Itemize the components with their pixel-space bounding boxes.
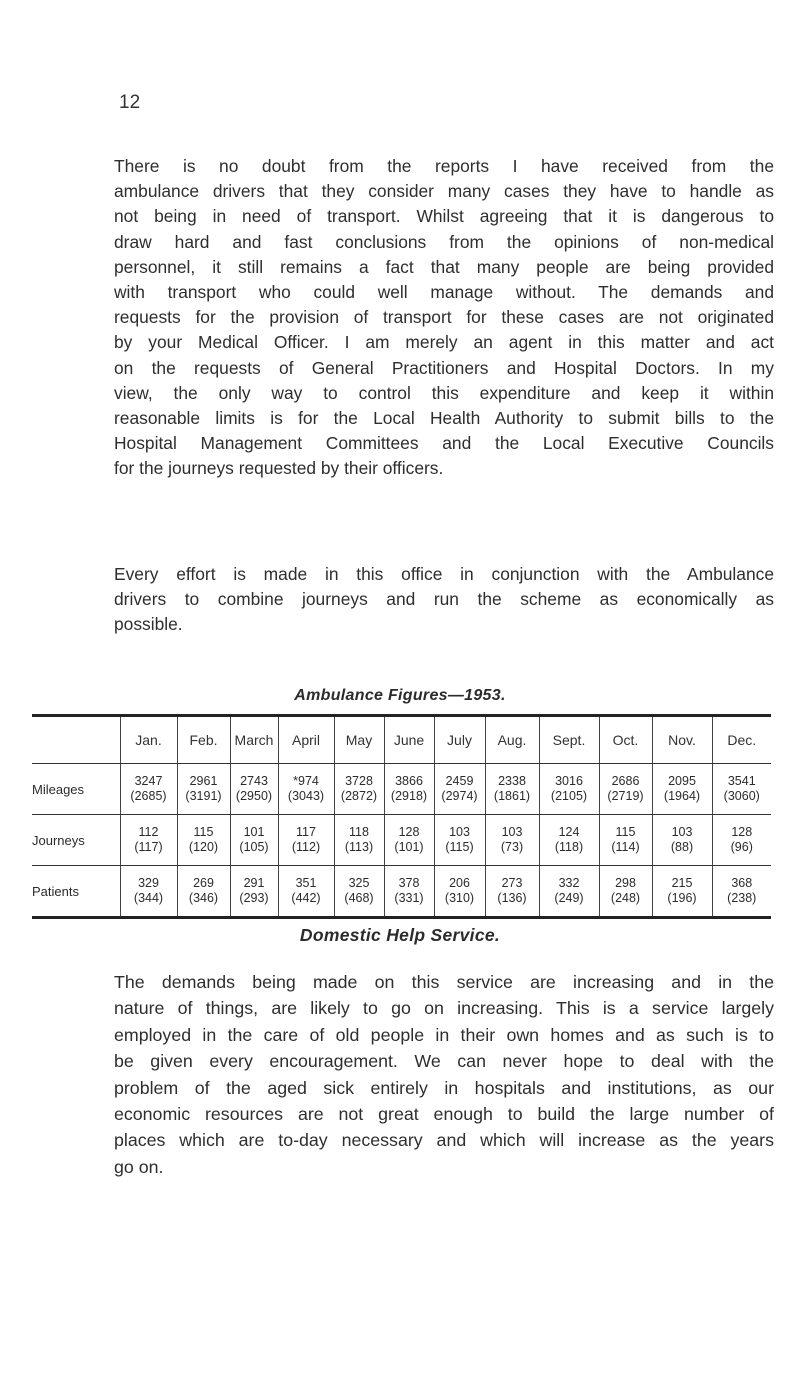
row-label: Mileages [32, 764, 120, 815]
cell-previous-value: (468) [344, 891, 374, 905]
cell-value: 2459 [445, 774, 474, 788]
text-line: Every effort is made in this office in conjunction with the Ambulance [114, 564, 774, 584]
text-line: problem of the aged sick entirely in hospitals and institutions, as our [114, 1077, 774, 1098]
cell-previous-value: (238) [727, 891, 757, 905]
table-cell [599, 866, 652, 918]
table-cell [278, 815, 334, 866]
table-cell [334, 764, 384, 815]
cell-previous-value: (2872) [340, 789, 378, 803]
cell-previous-value: (344) [133, 891, 164, 905]
cell-previous-value: (2974) [441, 789, 478, 803]
text-line: with transport who could well manage without. The demands and [114, 282, 774, 303]
cell-previous-value: (118) [554, 840, 584, 854]
table-cell [384, 764, 434, 815]
table-cell [652, 815, 712, 866]
text-line: ambulance drivers that they consider many cases they have to handle as [114, 181, 774, 202]
cell-value: 112 [138, 825, 159, 839]
cell-previous-value: (96) [730, 840, 753, 854]
text-line: drivers to combine journeys and run the scheme as economically as [114, 589, 774, 610]
row-label: Journeys [32, 815, 120, 866]
cell-value: 273 [501, 876, 523, 890]
cell-previous-value: (73) [500, 840, 524, 854]
paragraph-domestic-help [114, 969, 774, 1180]
cell-value: 2338 [498, 774, 526, 788]
cell-value: 117 [296, 825, 316, 839]
month-header: Aug. [485, 716, 539, 764]
cell-value: 325 [348, 876, 370, 890]
cell-previous-value: (331) [394, 891, 424, 905]
cell-value: 298 [615, 876, 636, 890]
ambulance-figures-table [32, 714, 771, 919]
cell-value: 3247 [134, 774, 163, 788]
header-blank [32, 716, 120, 764]
table-cell [434, 866, 485, 918]
cell-previous-value: (112) [291, 840, 321, 854]
cell-value: 291 [243, 876, 265, 890]
month-header: April [278, 716, 334, 764]
cell-previous-value: (2105) [550, 789, 588, 803]
text-line: There is no doubt from the reports I have received from the [114, 156, 774, 176]
cell-previous-value: (3191) [185, 789, 222, 803]
cell-previous-value: (346) [188, 891, 219, 905]
cell-value: 103 [449, 825, 470, 839]
month-header: Dec. [712, 716, 771, 764]
table-cell [712, 764, 771, 815]
text-line: be given every encouragement. We can never hope to deal with the [114, 1051, 774, 1072]
month-header: June [384, 716, 434, 764]
text-line: reasonable limits is for the Local Health Authority to submit bills to the [114, 408, 774, 429]
cell-value: 128 [398, 825, 420, 839]
table-cell [652, 764, 712, 815]
month-header: Oct. [599, 716, 652, 764]
cell-value: 368 [731, 876, 753, 890]
cell-previous-value: (2719) [607, 789, 644, 803]
table-cell [539, 764, 599, 815]
table-cell [177, 815, 230, 866]
cell-value: 378 [398, 876, 420, 890]
cell-value: 2686 [611, 774, 640, 788]
cell-previous-value: (1861) [493, 789, 531, 803]
text-line: requests for the provision of transport for these cases are not originated [114, 307, 774, 328]
table-cell [230, 866, 278, 918]
text-line: on the requests of General Practitioners and Hospital Doctors. In my [114, 357, 774, 378]
table-cell [599, 764, 652, 815]
table-cell [120, 764, 177, 815]
table-cell [334, 815, 384, 866]
table-cell [278, 764, 334, 815]
cell-previous-value: (3060) [723, 789, 760, 803]
text-line: Hospital Management Committees and the Local Executive Councils [114, 433, 774, 454]
cell-value: 215 [671, 876, 693, 890]
cell-previous-value: (120) [188, 840, 219, 854]
cell-value: *974 [293, 774, 319, 788]
domestic-help-caption: Domestic Help Service. [299, 925, 501, 945]
page-number: 12 [119, 92, 141, 113]
table-cell [334, 866, 384, 918]
cell-value: 115 [193, 825, 214, 839]
table-cell [230, 815, 278, 866]
cell-previous-value: (101) [394, 840, 424, 854]
cell-value: 2961 [189, 774, 218, 788]
cell-value: 103 [501, 825, 523, 839]
cell-value: 2743 [240, 774, 268, 788]
cell-previous-value: (293) [239, 891, 269, 905]
text-line: possible. [114, 614, 183, 635]
cell-previous-value: (136) [497, 891, 527, 905]
text-line: go on. [114, 1156, 164, 1177]
text-line: economic resources are not great enough to build the large number of [114, 1104, 774, 1125]
cell-value: 332 [558, 876, 580, 890]
table-cell [384, 866, 434, 918]
cell-previous-value: (115) [445, 840, 474, 854]
cell-value: 103 [671, 825, 693, 839]
cell-value: 115 [615, 825, 636, 839]
cell-value: 118 [349, 825, 369, 839]
table-row [32, 764, 771, 815]
text-line: personnel, it still remains a fact that many people are being provided [114, 256, 774, 277]
table-cell [177, 866, 230, 918]
table-cell [652, 866, 712, 918]
cell-previous-value: (2685) [130, 789, 167, 803]
table-cell [177, 764, 230, 815]
cell-value: 206 [449, 876, 470, 890]
cell-value: 351 [295, 876, 317, 890]
paragraph-ambulance-reports [114, 154, 774, 482]
cell-previous-value: (114) [611, 840, 640, 854]
month-header: March [230, 716, 278, 764]
cell-value: 3866 [395, 774, 423, 788]
cell-value: 3541 [727, 774, 756, 788]
table-cell [539, 815, 599, 866]
cell-value: 128 [731, 825, 753, 839]
month-header: Feb. [177, 716, 230, 764]
cell-previous-value: (2950) [235, 789, 273, 803]
ambulance-figures-caption: Ambulance Figures—1953. [294, 687, 506, 704]
cell-previous-value: (113) [344, 840, 374, 854]
table-cell [712, 866, 771, 918]
month-header: Sept. [539, 716, 599, 764]
month-header: July [434, 716, 485, 764]
table-cell [434, 764, 485, 815]
table-cell [278, 866, 334, 918]
cell-previous-value: (2918) [390, 789, 428, 803]
cell-value: 2095 [668, 774, 696, 788]
table-cell [120, 815, 177, 866]
table-row [32, 866, 771, 918]
month-header: Jan. [120, 716, 177, 764]
cell-value: 124 [558, 825, 580, 839]
cell-previous-value: (105) [239, 840, 269, 854]
cell-previous-value: (248) [610, 891, 641, 905]
cell-value: 3728 [345, 774, 373, 788]
cell-previous-value: (249) [554, 891, 584, 905]
table-header-row [32, 716, 771, 764]
text-line: not being in need of transport. Whilst agreeing that it is dangerous to [114, 206, 774, 227]
month-header: May [334, 716, 384, 764]
table-cell [485, 866, 539, 918]
text-line: places which are to-day necessary and which will increase as the years [114, 1130, 774, 1151]
cell-value: 101 [243, 825, 265, 839]
cell-value: 3016 [555, 774, 583, 788]
table-cell [485, 815, 539, 866]
cell-previous-value: (3043) [287, 789, 325, 803]
text-line: for the journeys requested by their officers. [114, 458, 444, 479]
cell-previous-value: (1964) [663, 789, 701, 803]
cell-previous-value: (88) [670, 840, 694, 854]
paragraph-ambulance-efficiency [114, 562, 774, 638]
cell-value: 329 [138, 876, 159, 890]
table-row [32, 815, 771, 866]
month-header: Nov. [652, 716, 712, 764]
table-cell [120, 866, 177, 918]
text-line: The demands being made on this service are increasing and in the [114, 972, 774, 992]
table-cell [599, 815, 652, 866]
text-line: employed in the care of old people in their own homes and as such is to [114, 1024, 774, 1045]
text-line: draw hard and fast conclusions from the opinions of non-medical [114, 231, 774, 252]
cell-previous-value: (117) [134, 840, 163, 854]
cell-previous-value: (442) [291, 891, 321, 905]
table-cell [434, 815, 485, 866]
cell-previous-value: (196) [667, 891, 697, 905]
table-cell [230, 764, 278, 815]
text-line: view, the only way to control this expenditure and keep it within [114, 382, 774, 403]
table-cell [384, 815, 434, 866]
row-label: Patients [32, 866, 120, 918]
table-cell [539, 866, 599, 918]
cell-previous-value: (310) [444, 891, 475, 905]
cell-value: 269 [193, 876, 214, 890]
text-line: by your Medical Officer. I am merely an agent in this matter and act [114, 332, 774, 353]
table-cell [712, 815, 771, 866]
table-cell [485, 764, 539, 815]
text-line: nature of things, are likely to go on increasing. This is a service largely [114, 998, 774, 1019]
